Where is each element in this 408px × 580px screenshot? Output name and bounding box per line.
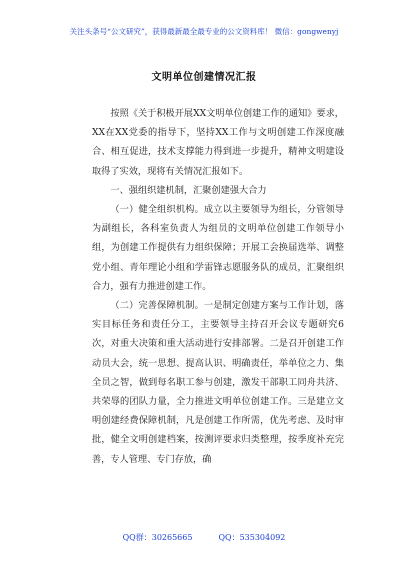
section-heading-1: 一、强组织建机制，汇聚创建强大合力 [110, 184, 267, 196]
footer-qq-number: QQ：535304092 [218, 533, 286, 542]
subsection-mechanism: （二）完善保障机制。一是制定创建方案与工作计划，落实目标任务和责任分工，主要领导主持召开会议专题研究6次，对重大决策和重大活动进行安排部署。二是召开创建工作动员大会，统一思想、提高认识、明确责任，举单位之力、集全员之智，做到每名职工参与创建，激发干部职工同舟共济、共荣辱的团队力量，全力推进文明单位创建工作。三是建立文明创建经费保障机制，凡是创建工作所需，优先考虑、及时审批，健全文明创建档案，按测评要求归类整理，按季度补充完善，专人管理、专门存放，确 [92, 300, 344, 465]
footer-qq-group: QQ群：30265665 [122, 533, 193, 542]
subsection-organization: （一）健全组织机构。成立以主要领导为组长，分管领导为副组长，各科室负责人为组员的文明单位创建工作领导小组，为创建工作提供有力组织保障；开展工会换届选举、调整党小组、青年理论小组和学雷锋志愿服务队的成员，汇聚组织合力，强有力推进创建工作。 [92, 204, 344, 292]
footer-contacts [0, 532, 408, 543]
intro-paragraph: 按照《关于积极开展XX文明单位创建工作的通知》要求，XX在XX党委的指导下，坚持XX工作与文明创建工作深度融合、相互促进，技术支撑能力得到进一步提升，精神文明建设取得了实效，现将有关情况汇报如下。 [92, 108, 344, 177]
header-banner: 关注头条号“公文研究”，获得最新最全最专业的公文资料库！ 微信：gongwenyj [69, 27, 339, 36]
document-body [92, 104, 344, 469]
document-title: 文明单位创建情况汇报 [151, 72, 257, 83]
